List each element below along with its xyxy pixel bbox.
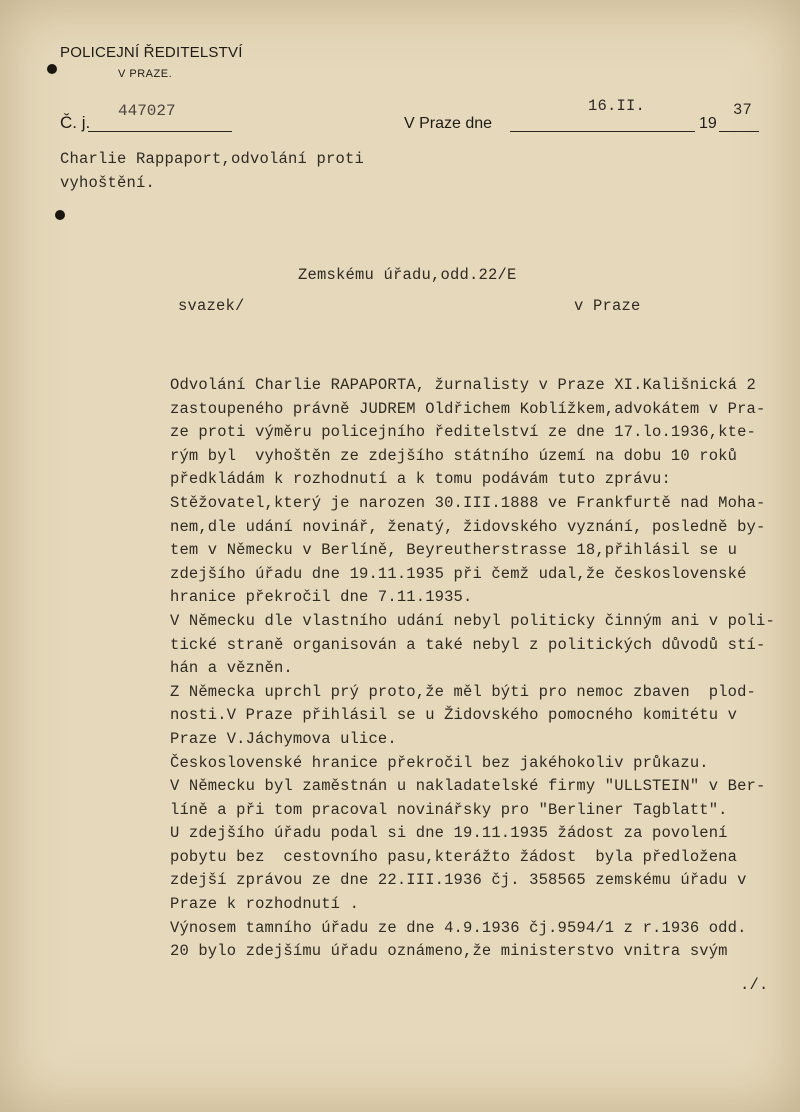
date-value: 16.II. [588,97,646,115]
year-prefix: 19 [699,115,717,132]
subject-line-1: Charlie Rappaport,odvolání proti [60,150,365,168]
body-line: hranice překročil dne 7.11.1935. [170,588,473,607]
subject-line-2: vyhoštění. [60,174,156,192]
letter-body [170,374,800,964]
body-line: tem v Německu v Berlíně, Beyreutherstrasse 18,přihlásil se u [170,541,738,560]
body-line: Praze V.Jáchymova ulice. [170,729,397,748]
body-line: Z Německa uprchl prý proto,že měl býti pro nemoc zbaven plod- [170,682,756,701]
body-line: rým byl vyhoštěn ze zdejšího státního území na dobu 10 roků [170,446,738,465]
punch-hole-bottom [55,210,65,220]
body-line: líně a při tom pracoval novinářsky pro "Berliner Tagblatt". [170,800,728,819]
year-suffix: 37 [733,101,753,119]
body-line: Praze k rozhodnutí . [170,895,360,914]
ref-rule [88,131,232,132]
body-line: zdejší zprávou ze dne 22.III.1936 čj. 358565 zemskému úřadu v [170,871,747,890]
date-label: V Praze dne [404,115,493,132]
ref-number: 447027 [118,102,176,120]
body-line: ze proti výměru policejního ředitelství ze dne 17.lo.1936,kte- [170,423,756,442]
body-line: V Německu byl zaměstnán u nakladatelské firmy "ULLSTEIN" v Ber- [170,777,766,796]
office-name: POLICEJNÍ ŘEDITELSTVÍ [60,44,243,61]
body-line: Československé hranice překročil bez jakéhokoliv průkazu. [170,753,709,772]
date-rule [510,131,695,132]
body-line: nosti.V Praze přihlásil se u Židovského pomocného komitétu v [170,706,738,725]
body-line: V Německu dle vlastního udání nebyl politicky činným ani v poli- [170,611,775,630]
body-line: zastoupeného právně JUDREM Oldřichem Koblížkem,advokátem v Pra- [170,399,766,418]
body-line: U zdejšího úřadu podal si dne 19.11.1935 žádost za povolení [170,824,728,843]
body-line: Výnosem tamního úřadu ze dne 4.9.1936 čj.9594/1 z r.1936 odd. [170,918,747,937]
continuation-mark: ./. [740,976,769,994]
body-line: nem,dle udání novinář, ženatý, židovského vyznání, posledně by- [170,517,766,536]
body-line: předkládám k rozhodnutí a k tomu podávám tuto zprávu: [170,470,671,489]
recipient-city: v Praze [574,297,641,315]
body-line: tické straně organisován a také nebyl z politických důvodů stí- [170,635,766,654]
body-line: 20 bylo zdejšímu úřadu oznámeno,že ministerstvo vnitra svým [170,942,728,961]
office-city: V PRAZE. [118,68,173,80]
body-line: hán a vězněn. [170,659,293,678]
body-line: zdejšího úřadu dne 19.11.1935 při čemž udal,že československé [170,564,747,583]
bundle-label: svazek/ [178,297,245,315]
ref-label: Č. j. [60,113,91,132]
punch-hole-top [47,64,57,74]
body-line: Odvolání Charlie RAPAPORTA, žurnalisty v Praze XI.Kališnická 2 [170,376,756,394]
year-rule [719,131,759,132]
body-line: pobytu bez cestovního pasu,kterážto žádost byla předložena [170,847,738,866]
body-line: Stěžovatel,který je narozen 30.III.1888 ve Frankfurtě nad Moha- [170,493,766,512]
recipient-office: Zemskému úřadu,odd.22/E [298,266,517,284]
